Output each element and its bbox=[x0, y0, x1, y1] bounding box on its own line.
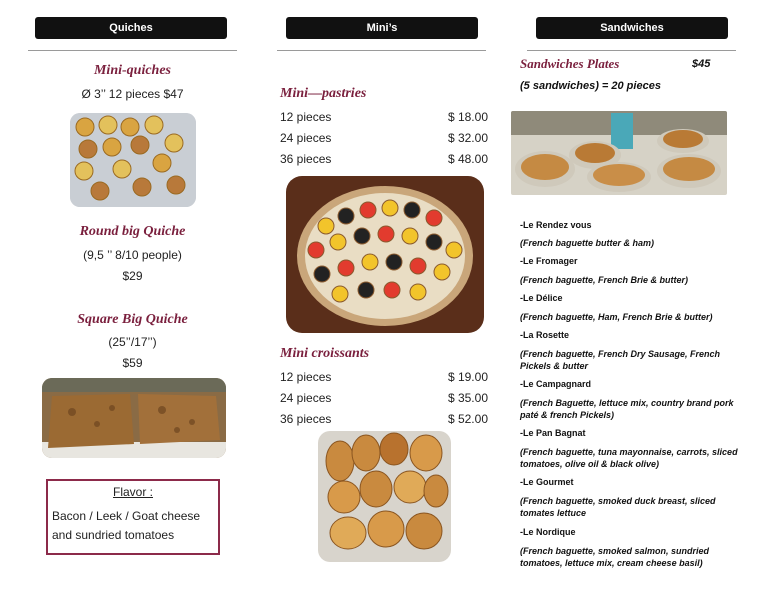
mini-quiches-desc: Ø 3’’ 12 pieces $47 bbox=[81, 87, 184, 101]
mini-pastries-title: Mini—pastries bbox=[280, 86, 367, 101]
sandwich-plates-photo bbox=[511, 111, 727, 195]
sandwich-desc: (French baguette, tuna mayonnaise, carrots, sliced tomatoes, olive oil & black olive) bbox=[520, 447, 738, 469]
quantity-label: 36 pieces bbox=[280, 152, 332, 166]
list-item bbox=[280, 131, 488, 145]
sandwich-desc: (French Baguette, lettuce mix, country brand pork paté & french Pickels) bbox=[520, 398, 734, 420]
sandwich-name: -Le Nordique bbox=[520, 527, 576, 537]
sandwich-desc: (French baguette, French Brie & butter) bbox=[520, 275, 689, 285]
mini-quiches-photo bbox=[70, 113, 196, 207]
divider bbox=[28, 50, 237, 51]
price-label: $ 52.00 bbox=[447, 412, 488, 426]
round-quiche-desc: (9,5 ’’ 8/10 people) bbox=[83, 248, 182, 262]
price-label: $ 48.00 bbox=[447, 152, 488, 166]
sandwich-desc: (French baguette butter & ham) bbox=[520, 238, 655, 248]
quantity-label: 12 pieces bbox=[280, 370, 332, 384]
sandwich-name: -Le Délice bbox=[520, 293, 563, 303]
list-item bbox=[280, 412, 488, 426]
price-label: $ 32.00 bbox=[447, 131, 488, 145]
sandwich-plates-desc: (5 sandwiches) = 20 pieces bbox=[520, 80, 661, 92]
header-minis: Mini’s bbox=[286, 17, 478, 39]
header-sandwiches: Sandwiches bbox=[536, 17, 728, 39]
square-quiche-photo bbox=[42, 378, 226, 458]
mini-quiches-title: Mini-quiches bbox=[93, 63, 171, 78]
sandwich-desc: (French baguette, French Dry Sausage, French Pickels & butter bbox=[520, 349, 721, 371]
round-quiche-title: Round big Quiche bbox=[79, 224, 186, 239]
quantity-label: 12 pieces bbox=[280, 110, 332, 124]
list-item bbox=[280, 370, 488, 384]
mini-croissants-photo bbox=[318, 431, 451, 562]
divider bbox=[277, 50, 486, 51]
price-label: $ 18.00 bbox=[447, 110, 488, 124]
price-label: $ 19.00 bbox=[447, 370, 488, 384]
sandwich-desc: (French baguette, smoked duck breast, sliced tomates lettuce bbox=[520, 496, 716, 518]
list-item bbox=[280, 152, 488, 166]
square-quiche-desc: (25’’/17’’) bbox=[108, 335, 157, 349]
mini-croissants-title: Mini croissants bbox=[280, 346, 370, 361]
header-quiches: Quiches bbox=[35, 17, 227, 39]
sandwich-plates-title: Sandwiches Plates bbox=[520, 56, 620, 71]
sandwich-plates-price: $45 bbox=[692, 58, 711, 70]
quantity-label: 24 pieces bbox=[280, 391, 332, 405]
sandwich-desc: (French baguette, Ham, French Brie & butter) bbox=[520, 312, 713, 322]
sandwich-name: -Le Campagnard bbox=[520, 379, 592, 389]
sandwich-name: -Le Pan Bagnat bbox=[520, 428, 586, 438]
square-quiche-title: Square Big Quiche bbox=[77, 312, 188, 327]
sandwich-desc: (French baguette, smoked salmon, sundried tomatoes, lettuce mix, cream cheese basil) bbox=[520, 546, 710, 568]
flavor-line-1: Bacon / Leek / Goat cheese bbox=[52, 509, 201, 523]
square-quiche-price: $59 bbox=[122, 356, 143, 370]
mini-pastries-photo bbox=[286, 176, 484, 333]
divider bbox=[527, 50, 736, 51]
sandwich-name: -Le Fromager bbox=[520, 256, 578, 266]
sandwich-name: -Le Gourmet bbox=[520, 477, 574, 487]
flavor-line-2: and sundried tomatoes bbox=[52, 528, 175, 542]
sandwich-name: -Le Rendez vous bbox=[520, 220, 592, 230]
list-item bbox=[280, 391, 488, 405]
round-quiche-price: $29 bbox=[122, 269, 143, 283]
flavor-title: Flavor : bbox=[112, 485, 153, 499]
price-label: $ 35.00 bbox=[447, 391, 488, 405]
quantity-label: 24 pieces bbox=[280, 131, 332, 145]
sandwich-name: -La Rosette bbox=[520, 330, 570, 340]
list-item bbox=[280, 110, 488, 124]
flavor-box bbox=[46, 479, 220, 555]
quantity-label: 36 pieces bbox=[280, 412, 332, 426]
